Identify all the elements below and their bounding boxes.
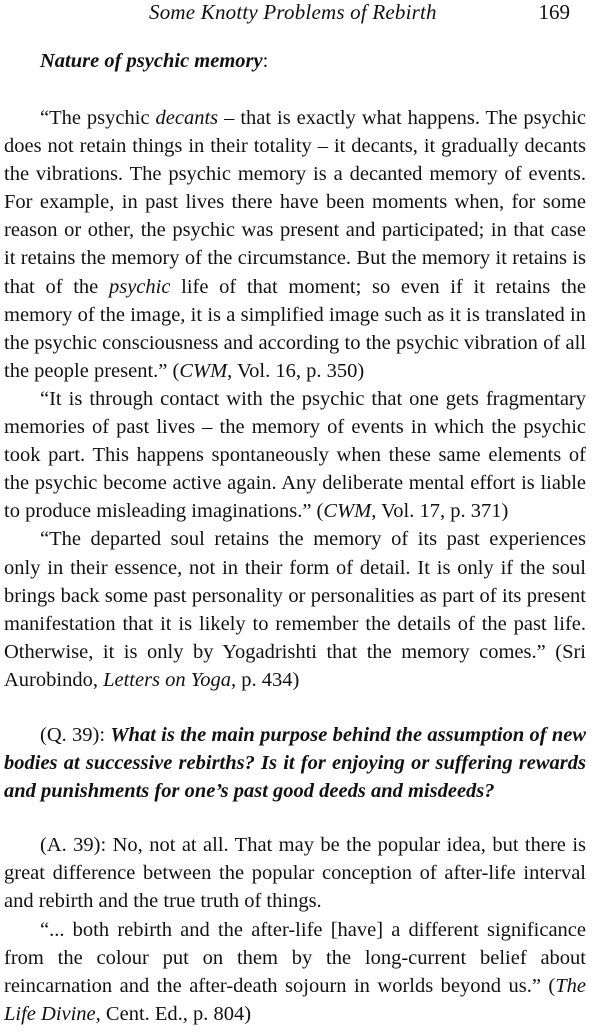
quote-text: “... both rebirth and the after-life [have] a different significance from the colour put on them by the long-current belief about reincarnation and the after-death sojourn in worlds beyond us.” ( bbox=[4, 918, 586, 997]
citation-ref: , Cent. Ed., p. 804) bbox=[95, 1002, 252, 1025]
citation-ref: , Vol. 16, p. 350) bbox=[227, 359, 365, 382]
quote-paragraph-4 bbox=[4, 916, 586, 1028]
answer-text: No, not at all. That may be the popular idea, but there is great difference between the popular conception of after-life interval and rebirth and the true truth of things. bbox=[4, 834, 586, 913]
section-heading bbox=[40, 47, 586, 75]
quote-text: “The departed soul retains the memory of its past experiences only in their essence, not in their form of detail. It is only if the soul brings back some past personality or personalities as part of its present manifestation that it is likely to remember the details of the past life. Otherwise, it is only by Yogadrishti that the memory comes.” (Sri Aurobindo, bbox=[4, 528, 586, 691]
question-label: (Q. 39): bbox=[40, 723, 111, 746]
emphasis-text: psychic bbox=[108, 275, 171, 298]
citation-title: CWM bbox=[179, 359, 228, 382]
emphasis-text: decants bbox=[155, 107, 219, 129]
citation-title: CWM bbox=[323, 500, 372, 523]
quote-text: – that is exactly what happens. The psychic does not retain things in their totality – it decants, it gradually decants the vibrations. The psychic memory is a decanted memory of events. For example, in past lives there have been moments when, for some reason or other, the psychic was present and participated; in that case it retains the memory of the circumstance. But the memory it retains is that of the bbox=[4, 107, 587, 298]
answer-paragraph bbox=[4, 831, 586, 915]
quote-text: life of that moment; so even if it retains the memory of the image, it is a simplified image such as it is translated in the psychic consciousness and according to the psychic vibration of all the people present.” ( bbox=[4, 275, 586, 382]
citation-title: The Life Divine bbox=[4, 974, 586, 1025]
answer-label: (A. 39): bbox=[40, 834, 113, 857]
citation-ref: , p. 434) bbox=[231, 668, 300, 691]
page-number: 169 bbox=[538, 0, 570, 24]
quote-text: “It is through contact with the psychic that one gets fragmentary memories of past lives – the memory of events in which the psychic took part. This happens spontaneously when these same elements of the psychic become active again. Any deliberate mental effort is liable to produce misleading imaginations.” ( bbox=[4, 387, 586, 523]
quote-paragraph-2 bbox=[4, 385, 586, 525]
quote-paragraph-3 bbox=[4, 525, 586, 694]
running-header bbox=[4, 0, 586, 30]
question-paragraph bbox=[4, 721, 586, 805]
section-heading-text: Nature of psychic memory bbox=[40, 50, 263, 72]
citation-ref: , Vol. 17, p. 371) bbox=[371, 500, 509, 523]
quote-text: “The psychic bbox=[40, 107, 156, 129]
citation-title: Letters on Yoga bbox=[103, 668, 232, 691]
running-title: Some Knotty Problems of Rebirth bbox=[149, 0, 437, 24]
quote-paragraph-1 bbox=[4, 104, 586, 385]
section-heading-colon: : bbox=[262, 50, 269, 72]
question-text: What is the main purpose behind the assumption of new bodies at successive rebirths? Is it for enjoying or suffering rewards and punishments for one’s past good deeds and misdeeds? bbox=[4, 723, 587, 803]
